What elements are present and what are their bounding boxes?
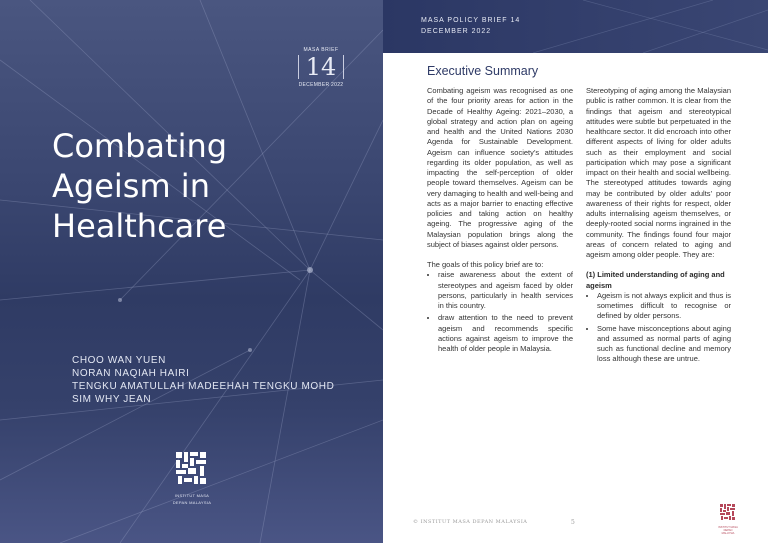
author-name: SIM WHY JEAN [72, 394, 152, 405]
header-series: MASA POLICY BRIEF 14 [421, 17, 521, 24]
text-column-right [586, 86, 731, 367]
logo-caption: INSTITUT MASA [174, 493, 210, 498]
footer-logo [718, 503, 738, 535]
cover-title-line: Healthcare [52, 207, 227, 245]
author-name: TENGKU AMATULLAH MADEEHAH TENGKU MOHD [72, 381, 335, 392]
footer-copyright: © INSTITUT MASA DEPAN MALAYSIA [413, 519, 528, 525]
cover-title-line: Combating [52, 127, 228, 165]
area-point: • Some have misconceptions about aging and assumed as normal parts of aging such as functional decline and memory loss although these are untrue. [597, 324, 731, 365]
logo-caption: DEPAN MALAYSIA [172, 500, 212, 505]
header-network-graphic [383, 0, 768, 53]
page-number: 5 [571, 519, 575, 526]
findings-paragraph: Stereotyping of aging among the Malaysian public is rather common. It is clear from the findings that ageism and stereotypical attitudes were subtle but perpetuated in the healthcare sector. It did encroach into other different aspects of living for older adults such as their employment and social participation which may pose a significant impact on their health and social wellbeing. The stereotyped attitudes towards aging may be contributed by older adults’ poor awareness of their rights for respect, older adults internalising ageism themselves, or deeply-rooted social norms ingrained in the community. The findings found four major areas of concern related to aging and ageism among older people. They are: [586, 86, 731, 259]
author-name: CHOO WAN YUEN [72, 355, 166, 366]
intro-paragraph: Combating ageism was recognised as one of the four priority areas for action in the Decade of Healthy Ageing: 2021–2030, a global strategy and action plan on ageing and health and the United Nations 2030 Agenda for Sustainable Development. Ageism can influence society’s attitudes regarding its older population, as well as impacting the self-perception of older people toward themselves. Ageism can be very damaging to health and well-being and acts as a major barrier to enacting effective policies and taking action on healthy ageing. The progressive aging of the Malaysian population brings along the subject of biases against older persons. [427, 86, 573, 249]
author-list [72, 354, 334, 406]
area-points [586, 291, 731, 365]
area-point: • Ageism is not always explicit and thus is sometimes difficult to recognise or defined by older persons. [597, 291, 731, 322]
institute-logo [170, 450, 214, 505]
cover-title [52, 126, 352, 246]
author-name: NORAN NAQIAH HAIRI [72, 368, 190, 379]
footer-logo-caption: INSTITUT MASA DEPAN MALAYSIA [718, 526, 738, 535]
cover-title-line: Ageism in [52, 167, 210, 205]
goals-list [427, 270, 573, 354]
goals-intro: The goals of this policy brief are to: [427, 260, 544, 269]
header-date: DECEMBER 2022 [421, 28, 492, 35]
document-page [383, 0, 768, 543]
brief-badge [298, 47, 344, 88]
text-column-left [427, 86, 573, 356]
goal-item: • draw attention to the need to prevent ageism and recommends specific actions against ageism to improve the health of older people in Malaysia. [438, 313, 573, 354]
institute-logo-icon [174, 450, 210, 486]
section-title: Executive Summary [427, 64, 539, 78]
badge-label: MASA BRIEF [303, 47, 339, 53]
badge-number: 14 [298, 55, 344, 79]
goal-item: • raise awareness about the extent of stereotypes and ageism faced by older persons, particularly in health services in this country. [438, 270, 573, 311]
footer-logo-icon [719, 503, 737, 521]
cover-page [0, 0, 383, 543]
page-header [383, 0, 768, 53]
badge-date: DECEMBER 2022 [298, 82, 344, 88]
area-heading: (1) Limited understanding of aging and ageism [586, 270, 725, 290]
